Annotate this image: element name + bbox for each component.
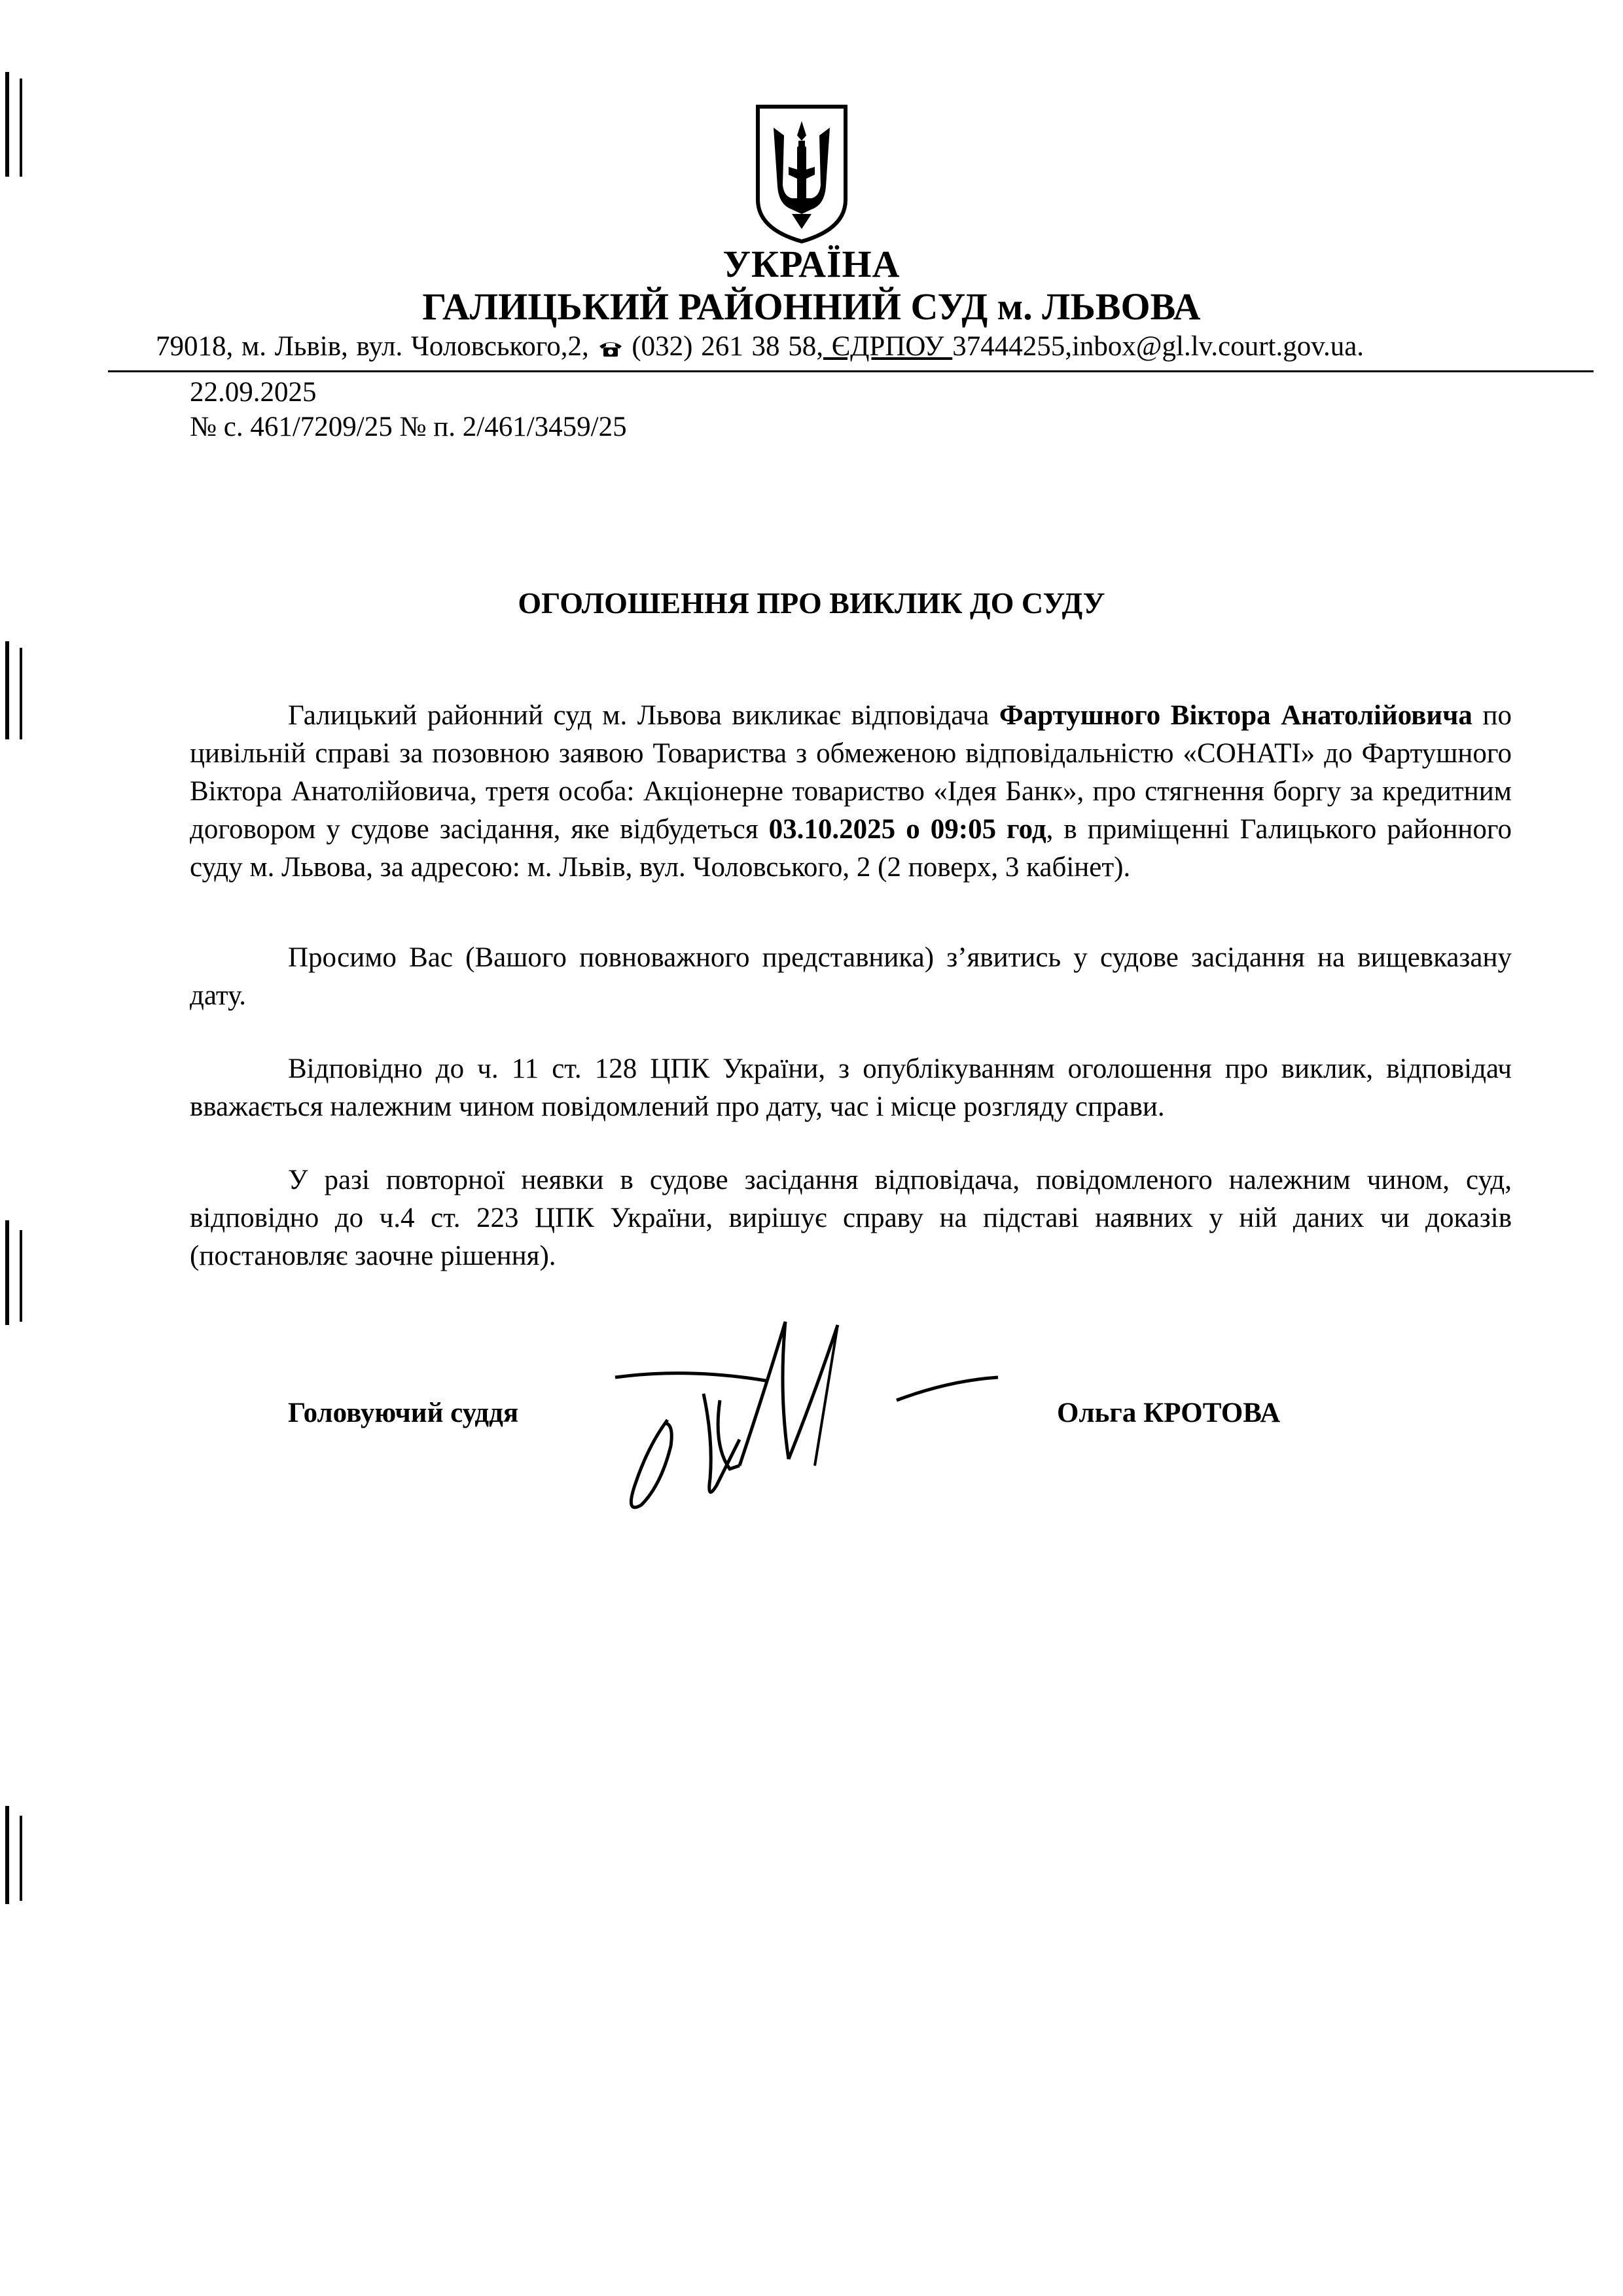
scan-artifact — [5, 72, 9, 177]
header-divider — [108, 370, 1594, 372]
scan-artifact — [5, 1806, 9, 1904]
p1-text-b: по цивільній справі за позовною заявою Товариства з обмеженою відповідальністю «СОНАТІ» до Фартушного Віктора Анатолійовича, третя особа: Акціонерне товариство «Ідея Банк», про стягнення боргу за кредитним договором у судове засідання, яке відбудеться — [190, 700, 1512, 845]
court-contacts — [156, 330, 1364, 362]
country-name: УКРАЇНА — [722, 243, 901, 285]
telephone-icon — [597, 338, 624, 358]
scan-artifact — [20, 79, 22, 177]
scan-artifact — [20, 1816, 22, 1901]
p3-text: Відповідно до ч. 11 ст. 128 ЦПК України, з опублікуванням оголошення про виклик, відповідач вважається належним чином повідомлений про дату, час і місце розгляду справи. — [190, 1053, 1512, 1122]
p1-text-a: Галицький районний суд м. Львова викликає відповідача — [288, 700, 999, 731]
scan-artifact — [5, 641, 9, 739]
document-title: ОГОЛОШЕННЯ ПРО ВИКЛИК ДО СУДУ — [518, 586, 1105, 620]
court-name: ГАЛИЦЬКИЙ РАЙОННИЙ СУД м. ЛЬВОВА — [422, 285, 1201, 328]
judge-name: Ольга КРОТОВА — [1057, 1398, 1281, 1428]
scan-artifact — [20, 648, 22, 739]
p2-text: Просимо Вас (Вашого повноважного представника) з’явитись у судове засідання на вищевказану дату. — [190, 942, 1512, 1011]
contacts-email: 37444255,inbox@gl.lv.court.gov.ua. — [952, 331, 1364, 362]
paragraph-consequences — [190, 1161, 1512, 1275]
coat-of-arms-icon — [753, 101, 851, 245]
contacts-address: 79018, м. Львів, вул. Чоловського,2, — [156, 331, 597, 362]
document-date: 22.09.2025 — [190, 377, 317, 408]
contacts-edrpou-label: ЄДРПОУ — [823, 331, 953, 362]
paragraph-notice — [190, 1050, 1512, 1126]
defendant-name: Фартушного Віктора Анатолійовича — [999, 700, 1472, 731]
case-number: № с. 461/7209/25 № п. 2/461/3459/25 — [190, 412, 627, 442]
hearing-datetime: 03.10.2025 о 09:05 год — [768, 814, 1046, 845]
scan-artifact — [20, 1230, 22, 1322]
contacts-phone: (032) 261 38 58, — [632, 331, 823, 362]
judge-title: Головуючий суддя — [288, 1398, 519, 1428]
p1-text-c: , в приміщенні Галицького районного суду м. Львова, за адресою: м. Львів, вул. Чоловського, 2 (2 поверх, 3 кабінет). — [190, 814, 1512, 883]
handwritten-signature — [589, 1309, 1034, 1525]
p4-text: У разі повторної неявки в судове засідання відповідача, повідомленого належним чином, суд, відповідно до ч.4 ст. 223 ЦПК України, вирішує справу на підставі наявних у ній даних чи доказів (постановляє заочне рішення). — [190, 1165, 1512, 1271]
scan-artifact — [5, 1220, 9, 1325]
paragraph-summons — [190, 697, 1512, 887]
paragraph-request — [190, 939, 1512, 1015]
